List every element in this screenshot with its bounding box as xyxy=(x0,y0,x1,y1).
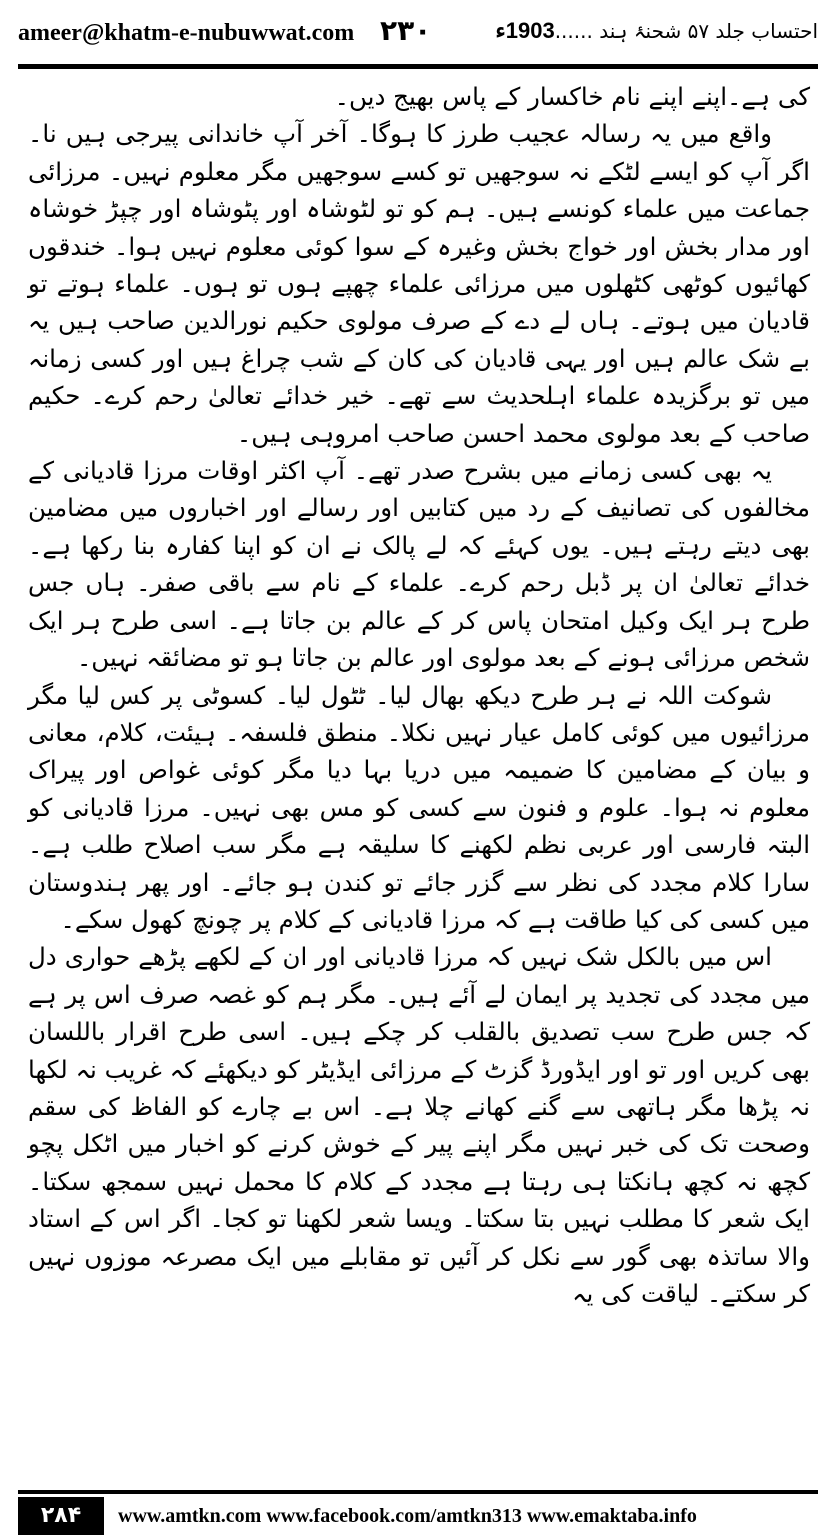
header-page-number: ۲۳۰ xyxy=(380,14,432,47)
page-body xyxy=(28,78,810,1312)
footer-rule xyxy=(18,1490,818,1494)
header-title xyxy=(495,18,818,44)
header-year: 1903ء xyxy=(495,18,555,43)
page-header xyxy=(0,0,840,62)
footer-page-number: ۲۸۴ xyxy=(18,1497,104,1535)
paragraph: اس میں بالکل شک نہیں کہ مرزا قادیانی اور ان کے لکھے پڑھے حواری دل میں مجدد کی تجدید پر ایمان لے آئے ہیں۔ مگر ہم کو غصہ صرف اس پر ہے کہ جس طرح سب تصدیق بالقلب کر چکے ہیں۔ اسی طرح اقرار باللسان بھی کریں اور تو اور ایڈورڈ گزٹ کے مرزائی ایڈیٹر کو دیکھئے کہ غریب نہ لکھا نہ پڑھا مگر ہاتھی سے گنے کھانے چلا ہے۔ اس بے چارے کو الفاظ کی سقم وصحت تک کی خبر نہیں مگر اپنے پیر کے خوش کرنے کو اخبار میں اٹکل پچو کچھ نہ کچھ ہانکتا ہی رہتا ہے مجدد کے کلام کا محمل نہیں سمجھ سکتا۔ ایک شعر کا مطلب نہیں بتا سکتا۔ ویسا شعر لکھنا تو کجا۔ اگر اس کے استاد والا ساتذہ بھی گور سے نکل کر آئیں تو مقابلے میں ایک مصرعہ موزوں نہیں کر سکتے۔ لیاقت کی یہ xyxy=(28,942,810,1308)
paragraph: یہ بھی کسی زمانے میں بشرح صدر تھے۔ آپ اکثر اوقات مرزا قادیانی کے مخالفوں کی تصانیف کے رد میں کتابیں اور رسالے اور اخباروں میں مضامین بھی دیتے رہتے ہیں۔ یوں کہئے کہ لے پالک نے ان کو اپنا کفارہ بنا رکھا ہے۔ خدائے تعالیٰ ان پر ڈبل رحم کرے۔ علماء کے نام سے باقی صفر۔ ہاں جس طرح ہر ایک وکیل امتحان پاس کر کے عالم بن جاتا ہے۔ اسی طرح ہر ایک شخص مرزائی ہونے کے بعد مولوی اور عالم بن جاتا ہو تو مضائقہ نہیں۔ xyxy=(28,456,810,673)
header-rule xyxy=(18,64,818,69)
header-email: ameer@khatm-e-nubuwwat.com xyxy=(18,20,355,46)
paragraph: شوکت اللہ نے ہر طرح دیکھ بھال لیا۔ ٹٹول لیا۔ کسوٹی پر کس لیا مگر مرزائیوں میں کوئی کامل عیار نہیں نکلا۔ منطق فلسفہ۔ ہیئت، کلام، معانی و بیان کے مضامین کا ضمیمہ میں دریا بہا دیا مگر کوئی غواص اور پیراک معلوم نہ ہوا۔ علوم و فنون سے کسی کو مس بھی نہیں۔ مرزا قادیانی کو البتہ فارسی اور عربی نظم لکھنے کا سلیقہ ہے مگر سب اصلاح طلب ہے۔ سارا کلام مجدد کی نظر سے گزر جائے تو کندن ہو جائے۔ اور پھر ہندوستان میں کسی کی کیا طاقت ہے کہ مرزا قادیانی کے کلام پر چونچ کھول سکے۔ xyxy=(28,680,810,934)
paragraph: کی ہے۔اپنے اپنے نام خاکسار کے پاس بھیج دیں۔ xyxy=(334,82,810,111)
paragraph: واقع میں یہ رسالہ عجیب طرز کا ہوگا۔ آخر آپ خاندانی پیرجی ہیں نا۔ اگر آپ کو ایسے لٹکے نہ سوجھیں تو کسے سوجھیں مگر معلوم نہیں۔ مرزائی جماعت میں علماء کونسے ہیں۔ ہم کو تو لٹوشاہ اور پٹوشاہ اور چپڑ خوشاہ اور مدار بخش اور خواج بخش وغیرہ کے سوا کوئی معلوم نہیں ہوا۔ خندقوں کھائیوں کوٹھی کٹھلوں میں مرزائی علماء چھپے ہوں تو ہوں۔ علماء ہوتے تو قادیان میں ہوتے۔ ہاں لے دے کے صرف مولوی حکیم نورالدین صاحب ہیں یہ بے شک عالم ہیں اور یہی قادیان کی کان کے شب چراغ ہیں اور کسی زمانہ میں تو برگزیدہ علماء اہلحدیث سے تھے۔ خیر خدائے تعالیٰ رحم کرے۔ حکیم صاحب کے بعد مولوی محمد احسن صاحب امروہی ہیں۔ xyxy=(28,119,810,448)
header-title-prefix: احتساب جلد ۵۷ شحنۂ ہند ...... xyxy=(554,19,818,43)
footer-links: www.amtkn.com www.facebook.com/amtkn313 www.emaktaba.info xyxy=(118,1505,697,1527)
